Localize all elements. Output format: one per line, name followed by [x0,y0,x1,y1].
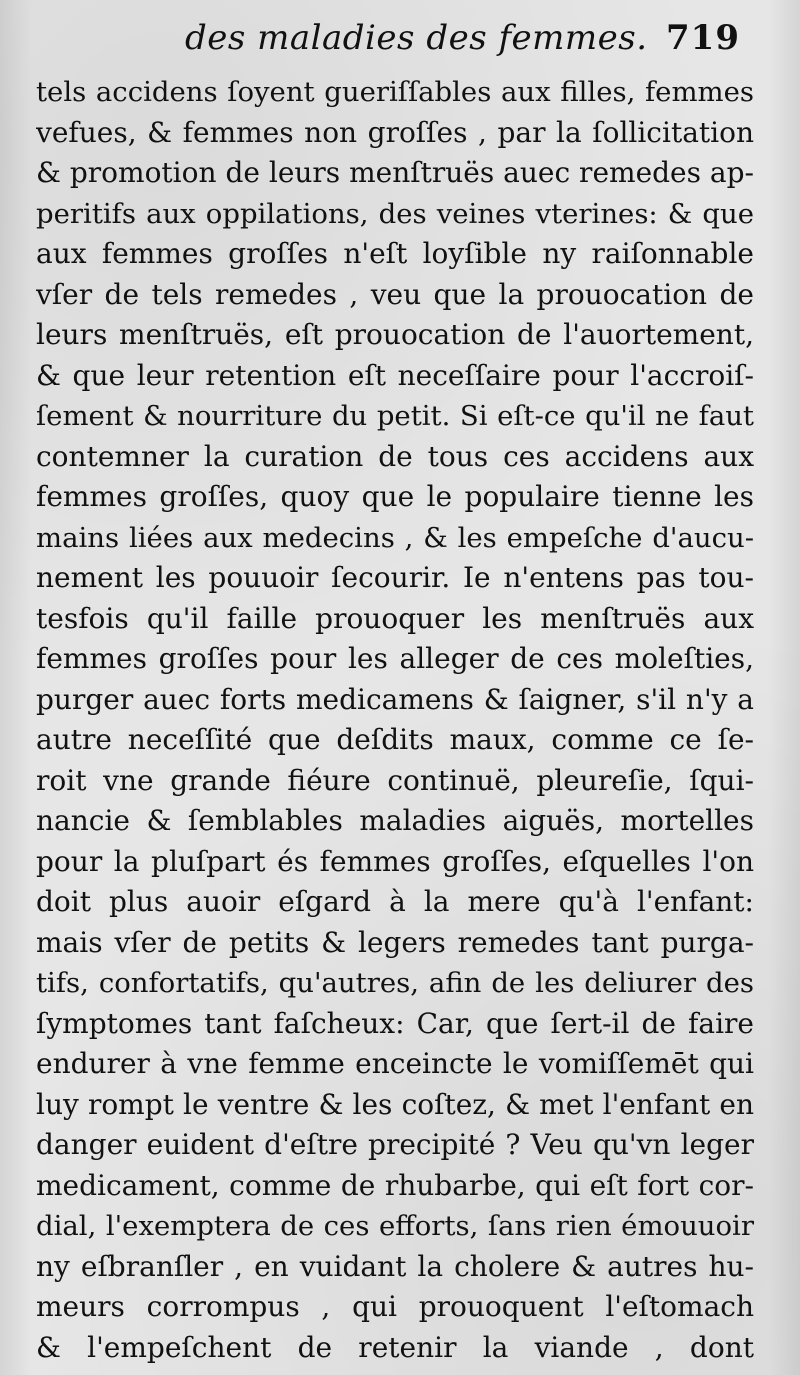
text-line: ſement & nourriture du petit. Si eſt-ce qu'il ne faut [36,400,754,432]
text-line: tesfois qu'il faille prouoquer les menſtruës aux [36,601,754,635]
text-line: doit plus auoir eſgard à la mere qu'à l'enfant: [36,885,754,918]
text-line: & que leur retention eſt neceſſaire pour l'accroiſ- [36,358,754,392]
text-line: ny eſbranſler , en vuidant la cholere & autres hu- [36,1249,754,1283]
text-line: aux femmes groſſes n'eſt loyſible ny raiſonnable [36,237,754,270]
text-line: medicament, comme de rhubarbe, qui eſt fort cor- [36,1168,754,1202]
text-line: & promotion de leurs menſtruës auec remedes ap- [36,156,754,189]
text-line: mains liées aux medecins , & les empeſche d'aucu- [36,521,754,554]
text-line: peritifs aux oppilations, des veines vterines: & que [36,197,754,230]
text-line: leurs menſtruës, eſt prouocation de l'auortement, [36,318,754,351]
text-line: nement les pouuoir ſecourir. Ie n'entens pas tou- [36,561,754,594]
text-line: femmes groſſes pour les alleger de ces moleſties, [36,642,754,675]
text-line: meurs corrompus , qui prouoquent l'eſtomach [36,1290,754,1323]
text-line: tifs, confortatifs, qu'autres, afin de les deliurer des [36,967,754,999]
text-line: roit vne grande fiéure continuë, pleureſie, ſqui- [36,763,754,797]
text-line: femmes groſſes, quoy que le populaire tienne les [36,480,754,513]
text-line: pour la pluſpart és femmes groſſes, eſquelles l'on [36,844,754,878]
text-line: vefues, & femmes non groſſes , par la ſollicitation [36,115,754,149]
text-line: danger euident d'eſtre precipité ? Veu qu'vn leger [36,1128,754,1161]
running-head [0,18,800,68]
running-title: des maladies des femmes. [185,18,648,58]
text-line: purger auec forts medicamens & ſaigner, s'il n'y a [36,682,754,716]
text-line: autre neceſſité que deſdits maux, comme ce ſe- [36,723,754,756]
text-line: mais vſer de petits & legers remedes tant purga- [36,925,754,959]
body-text [36,72,754,1368]
text-line: nancie & ſemblables maladies aiguës, mortelles [36,804,754,837]
text-line: tels accidens ſoyent gueriſſables aux filles, femmes [36,76,754,108]
text-line: endurer à vne femme enceincte le vomiſſemēt qui [36,1047,754,1080]
text-line: vſer de tels remedes , veu que la prouocation de [36,277,754,311]
text-line: contemner la curation de tous ces accidens aux [36,439,754,473]
text-line: & l'empeſchent de retenir la viande , dont [36,1330,754,1364]
text-line: ſymptomes tant faſcheux: Car, que ſert-il de faire [36,1006,754,1040]
text-line: luy rompt le ventre & les coſtez, & met l'enfant en [36,1087,754,1121]
page-number: 719 [666,18,740,58]
text-line: dial, l'exemptera de ces efforts, ſans rien émouuoir [36,1210,754,1242]
